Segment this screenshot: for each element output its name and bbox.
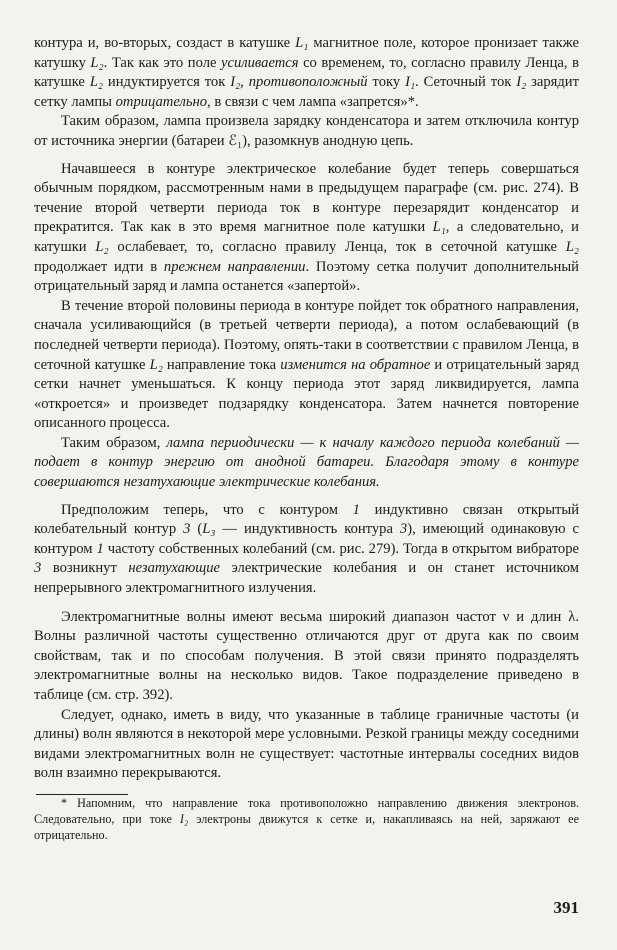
paragraph-em-waves: Электромагнитные волны имеют весьма широкий диапазон частот ν и длин λ. Волны различной частоты существенно отличаются друг от друга как по своим свойствам, так и по способам получения. В этой связи принято подразделять электромагнитные волны на несколько видов. Такое подразделение приведено в таблице (см. стр. 392). — [34, 608, 579, 703]
paragraph-lamp-charging: Таким образом, лампа произвела зарядку конденсатора и затем отключила контур от источника энергии (батареи ℰ₁), разомкнув анодную цепь. — [34, 113, 579, 149]
paragraph-conclusion-italic: Таким образом, лампа периодически — к началу каждого периода колебаний — подает в контур энергию от анодной батареи. Благодаря этому в контуре совершаются незатухающие электрические колебания. — [34, 434, 579, 491]
paragraph-oscillation-start: Начавшееся в контуре электрическое колебание будет теперь совершаться обычным порядком, рассмотренным нами в предыдущем параграфе (см. рис. 274). В течение второй четверти периода ток в контуре перезарядит конденсатор и прекратится. Так как в это время магнитное поле катушки L₁, а следовательно, и катушки L₂ ослабевает, то, согласно правилу Ленца, ток в сеточной катушке L₂ продолжает идти в прежнем направлении. Поэтому сетка получит дополнительный отрицательный заряд и лампа останется «запертой». — [34, 160, 579, 295]
paragraph-open-circuit: Предположим теперь, что с контуром 1 индуктивно связан открытый колебательный контур 3 (L₃ — индуктивность контура 3), имеющий одинаковую с контуром 1 частоту собственных колебаний (см. рис. 279). Тогда в открытом вибраторе 3 возникнут незатухающие электрические колебания и он станет источником непрерывного электромагнитного излучения. — [34, 501, 579, 597]
footnote: * Напомним, что направление тока противоположно направлению движения электронов. Следовательно, при токе I₂ электроны движутся к сетке и, накапливаясь на ней, заряжают ее отрицательно. — [34, 795, 580, 842]
paragraph-second-half-period: В течение второй половины периода в контуре пойдет ток обратного направления, сначала усиливающийся (в третьей четверти периода), а потом ослабевающий (в последней четверти периода). Поэтому, опять-таки в соответствии с правилом Ленца, в сеточной катушке L₂ направление тока изменится на обратное и отрицательный заряд сетки начнет уменьшаться. К концу периода этот заряд ликвидируется, лампа «откроется» и произведет подзарядку конденсатора. Затем начнется повторение описанного процесса. — [34, 297, 580, 432]
page-body — [34, 34, 579, 843]
paragraph-boundaries: Следует, однако, иметь в виду, что указанные в таблице граничные частоты (и длины) волн являются в некоторой мере условными. Резкой границы между соседними видами электромагнитных волн не существует: частотные интервалы соседних видов волн взаимно перекрываются. — [34, 706, 579, 782]
page-number: 391 — [553, 898, 579, 917]
paragraph-continuation: контура и, во-вторых, создаст в катушке L₁ магнитное поле, которое пронизает также катушку L₂. Так как это поле усиливается со временем, то, согласно правилу Ленца, в катушке L₂ индуктируется ток I₂, противоположный току I₁. Сеточный ток I₂ зарядит сетку лампы отрицательно, в связи с чем лампа «запрется»*. — [34, 35, 579, 110]
